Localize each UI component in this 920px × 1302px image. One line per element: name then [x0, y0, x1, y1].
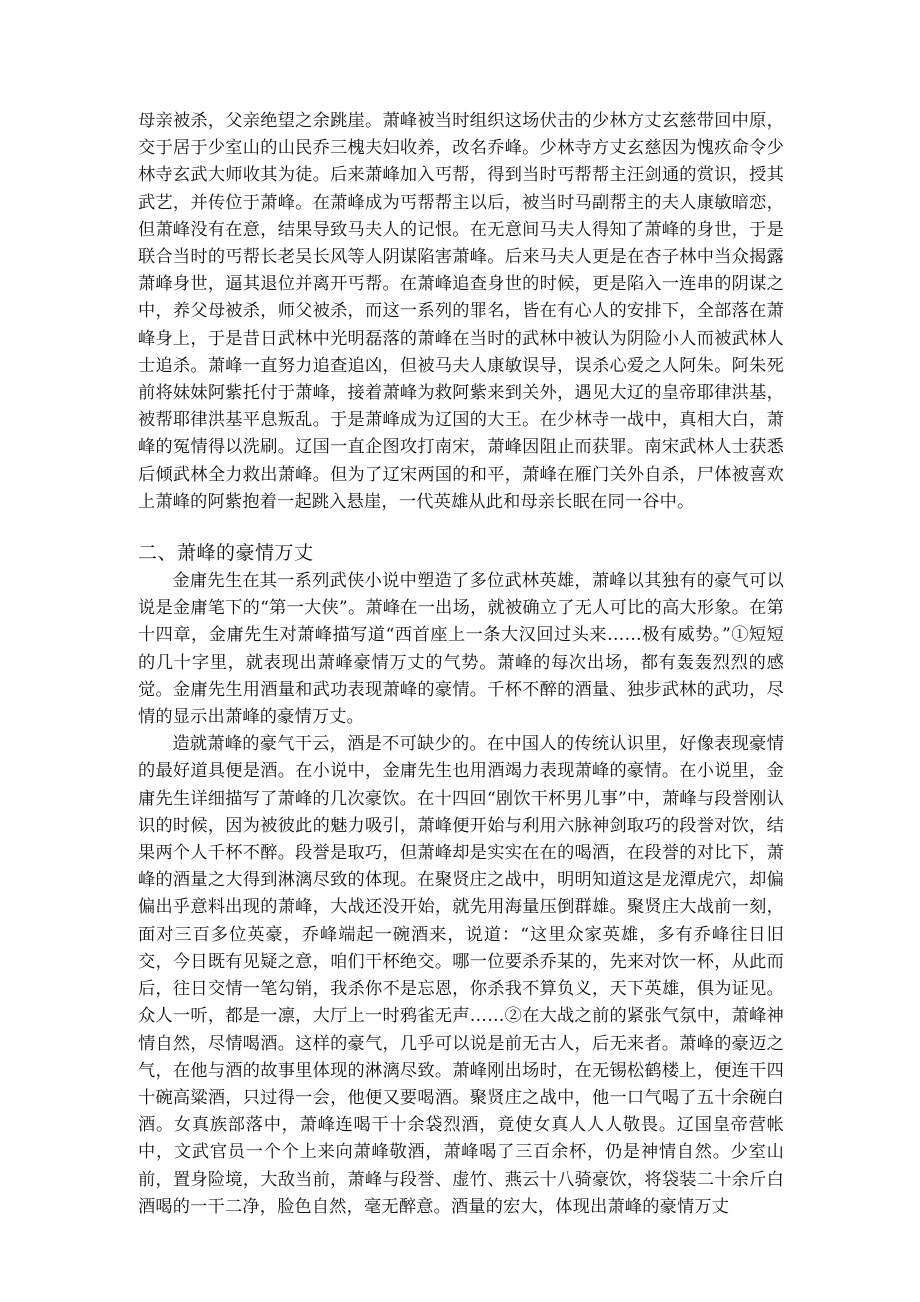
- body-paragraph: 造就萧峰的豪气干云，酒是不可缺少的。在中国人的传统认识里，好像表现豪情的最好道具便是酒。在小说中，金庸先生也用酒竭力表现萧峰的豪情。在小说里，金庸先生详细描写了萧峰的几次豪饮。在十四回“剧饮干杯男儿事”中，萧峰与段誉刚认识的时候，因为被彼此的魅力吸引，萧峰便开始与利用六脉神剑取巧的段誉对饮，结果两个人千杯不醉。段誉是取巧，但萧峰却是实实在在的喝酒，在段誉的对比下，萧峰的酒量之大得到淋漓尽致的体现。在聚贤庄之战中，明明知道这是龙潭虎穴，却偏偏出乎意料出现的萧峰，大战还没开始，就先用海量压倒群雄。聚贤庄大战前一刻，面对三百多位英豪，乔峰端起一碗酒来，说道：“这里众家英雄，多有乔峰往日旧交，今日既有见疑之意，咱们干杯绝交。哪一位要杀乔某的，先来对饮一杯，从此而后，往日交情一笔勾销，我杀你不是忘恩，你杀我不算负义，天下英雄，俱为证见。众人一听，都是一凛，大厅上一时鸦雀无声……②在大战之前的紧张气氛中，萧峰神情自然，尽情喝酒。这样的豪气，几乎可以说是前无古人，后无来者。萧峰的豪迈之气，在他与酒的故事里体现的淋漓尽致。萧峰刚出场时，在无锡松鹤楼上，便连干四十碗高粱酒，只过得一会，他便又要喝酒。聚贤庄之战中，他一口气喝了五十余碗白酒。女真族部落中，萧峰连喝干十余袋烈酒，竟使女真人人人敬畏。辽国皇帝营帐中，文武官员一个个上来向萧峰敬酒，萧峰喝了三百余杯，仍是神情自然。少室山前，置身险境，大敌当前，萧峰与段誉、虚竹、燕云十八骑豪饮，将袋装二十余斤白酒喝的一干二净，脸色自然，毫无醉意。酒量的宏大，体现出萧峰的豪情万丈: [138, 734, 784, 1217]
- body-paragraph-continued: 母亲被杀，父亲绝望之余跳崖。萧峰被当时组织这场伏击的少林方丈玄慈带回中原，交于居于少室山的山民乔三槐夫妇收养，改名乔峰。少林寺方丈玄慈因为愧疚命令少林寺玄武大师收其为徒。后来萧峰加入丐帮，得到当时丐帮帮主汪剑通的赏识，授其武艺，并传位于萧峰。在萧峰成为丐帮帮主以后，被当时马副帮主的夫人康敏暗恋，但萧峰没有在意，结果导致马夫人的记恨。在无意间马夫人得知了萧峰的身世，于是联合当时的丐帮长老吴长风等人阴谋陷害萧峰。后来马夫人更是在杏子林中当众揭露萧峰身世，逼其退位并离开丐帮。在萧峰追查身世的时候，更是陷入一连串的阴谋之中，养父母被杀，师父被杀，而这一系列的罪名，皆在有心人的安排下，全部落在萧峰身上，于是昔日武林中光明磊落的萧峰在当时的武林中被认为阴险小人而被武林人士追杀。萧峰一直努力追查追凶，但被马夫人康敏误导，误杀心爱之人阿朱。阿朱死前将妹妹阿紫托付于萧峰，接着萧峰为救阿紫来到关外，遇见大辽的皇帝耶律洪基，被帮耶律洪基平息叛乱。于是萧峰成为辽国的大王。在少林寺一战中，真相大白，萧峰的冤情得以洗刷。辽国一直企图攻打南宋，萧峰因阻止而获罪。南宋武林人士获悉后倾武林全力救出萧峰。但为了辽宋两国的和平，萧峰在雁门关外自杀，尸体被喜欢上萧峰的阿紫抱着一起跳入悬崖，一代英雄从此和母亲长眠在同一谷中。: [138, 111, 784, 512]
- body-paragraph: 金庸先生在其一系列武侠小说中塑造了多位武林英雄，萧峰以其独有的豪气可以说是金庸笔下的“第一大侠”。萧峰在一出场，就被确立了无人可比的高大形象。在第十四章，金庸先生对萧峰描写道“西首座上一条大汉回过头来……极有威势。”①短短的几十字里，就表现出萧峰豪情万丈的气势。萧峰的每次出场，都有轰轰烈烈的感觉。金庸先生用酒量和武功表现萧峰的豪情。千杯不醉的酒量、独步武林的武功，尽情的显示出萧峰的豪情万丈。: [138, 571, 784, 728]
- section-heading: 二、萧峰的豪情万丈: [138, 542, 314, 565]
